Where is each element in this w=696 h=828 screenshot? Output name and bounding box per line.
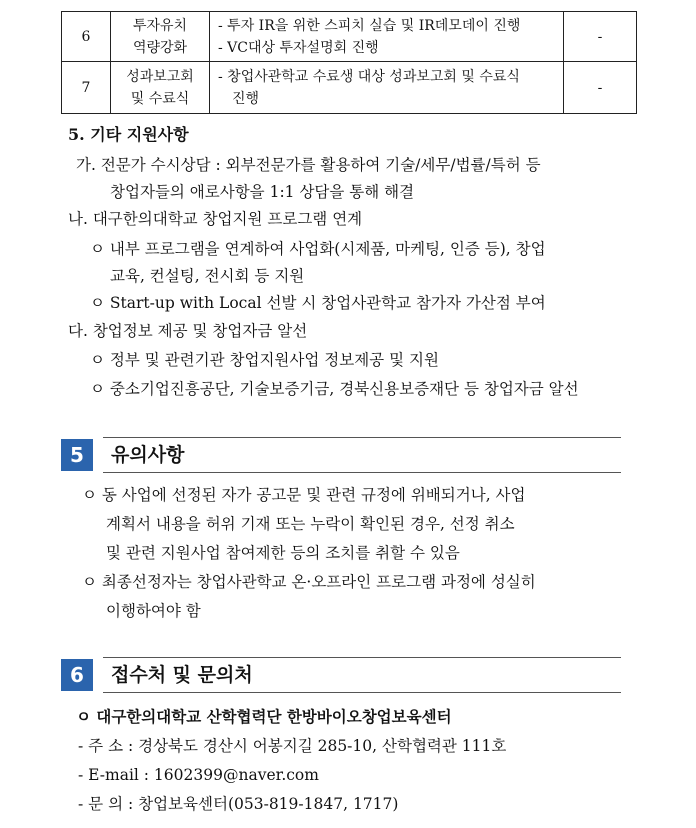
- row-note: -: [564, 12, 637, 62]
- program-description: [210, 12, 564, 62]
- program-description: [210, 62, 564, 114]
- row-note: -: [564, 62, 637, 114]
- program-name: [111, 62, 210, 114]
- header-rule: [103, 437, 621, 438]
- section-header-notice: [61, 437, 621, 473]
- item-na-bullet-1-line-1: ㅇ 내부 프로그램을 연계하여 사업화(시제품, 마케팅, 인증 등), 창업: [90, 240, 546, 258]
- item-ga-line-1: 가. 전문가 수시상담 : 외부전문가를 활용하여 기술/세무/법률/특허 등: [76, 156, 541, 174]
- contact-organization: ㅇ 대구한의대학교 산학협력단 한방바이오창업보육센터: [76, 707, 452, 726]
- contact-email[interactable]: - E-mail : 1602399@naver.com: [78, 766, 319, 784]
- description-line: - 투자 IR을 위한 스피치 실습 및 IR데모데이 진행: [218, 17, 521, 34]
- item-da-bullet-2: ㅇ 중소기업진흥공단, 기술보증기금, 경북신용보증재단 등 창업자금 알선: [90, 380, 579, 398]
- item-ga-line-2: 창업자들의 애로사항을 1:1 상담을 통해 해결: [110, 183, 415, 201]
- item-na-bullet-2: ㅇ Start-up with Local 선발 시 창업사관학교 참가자 가산점 부여: [90, 294, 546, 312]
- header-rule: [103, 692, 621, 693]
- header-rule: [103, 472, 621, 473]
- row-number: 6: [62, 12, 111, 62]
- contact-address: - 주 소 : 경상북도 경산시 어봉지길 285-10, 산학협력관 111호: [78, 737, 507, 755]
- notice-bullet-1-line-1: ㅇ 동 사업에 선정된 자가 공고문 및 관련 규정에 위배되거나, 사업: [82, 486, 526, 504]
- description-line: 진행: [232, 90, 260, 107]
- table-row: [62, 12, 637, 62]
- header-rule: [103, 657, 621, 658]
- section-title: 유의사항: [111, 444, 185, 466]
- notice-bullet-2-line-1: ㅇ 최종선정자는 창업사관학교 온·오프라인 프로그램 과정에 성실히: [82, 573, 536, 591]
- item-na: 나. 대구한의대학교 창업지원 프로그램 연계: [68, 210, 363, 228]
- section-number-badge: 6: [61, 659, 93, 691]
- program-name-line: 성과보고회: [126, 68, 194, 85]
- contact-inquiry: - 문 의 : 창업보육센터(053-819-1847, 1717): [78, 795, 399, 813]
- program-name: [111, 12, 210, 62]
- program-name-line: 투자유치: [132, 17, 188, 34]
- item-na-bullet-1-line-2: 교육, 컨설팅, 전시회 등 지원: [110, 267, 305, 285]
- description-line: - VC대상 투자설명회 진행: [218, 39, 379, 56]
- row-number: 7: [62, 62, 111, 114]
- section-heading-other-support: 5. 기타 지원사항: [68, 125, 189, 144]
- table-row: [62, 62, 637, 114]
- item-da: 다. 창업정보 제공 및 창업자금 알선: [68, 322, 308, 340]
- program-table: [61, 11, 637, 114]
- section-number-badge: 5: [61, 439, 93, 471]
- description-line: - 창업사관학교 수료생 대상 성과보고회 및 수료식: [218, 68, 520, 85]
- notice-bullet-2-line-2: 이행하여야 함: [106, 602, 201, 620]
- section-title: 접수처 및 문의처: [111, 664, 253, 686]
- notice-bullet-1-line-2: 계획서 내용을 허위 기재 또는 누락이 확인된 경우, 선정 취소: [106, 515, 515, 533]
- notice-bullet-1-line-3: 및 관련 지원사업 참여제한 등의 조치를 취할 수 있음: [106, 544, 460, 562]
- program-name-line: 역량강화: [132, 39, 188, 56]
- section-header-contact: [61, 657, 621, 693]
- program-name-line: 및 수료식: [130, 90, 190, 107]
- item-da-bullet-1: ㅇ 정부 및 관련기관 창업지원사업 정보제공 및 지원: [90, 351, 439, 369]
